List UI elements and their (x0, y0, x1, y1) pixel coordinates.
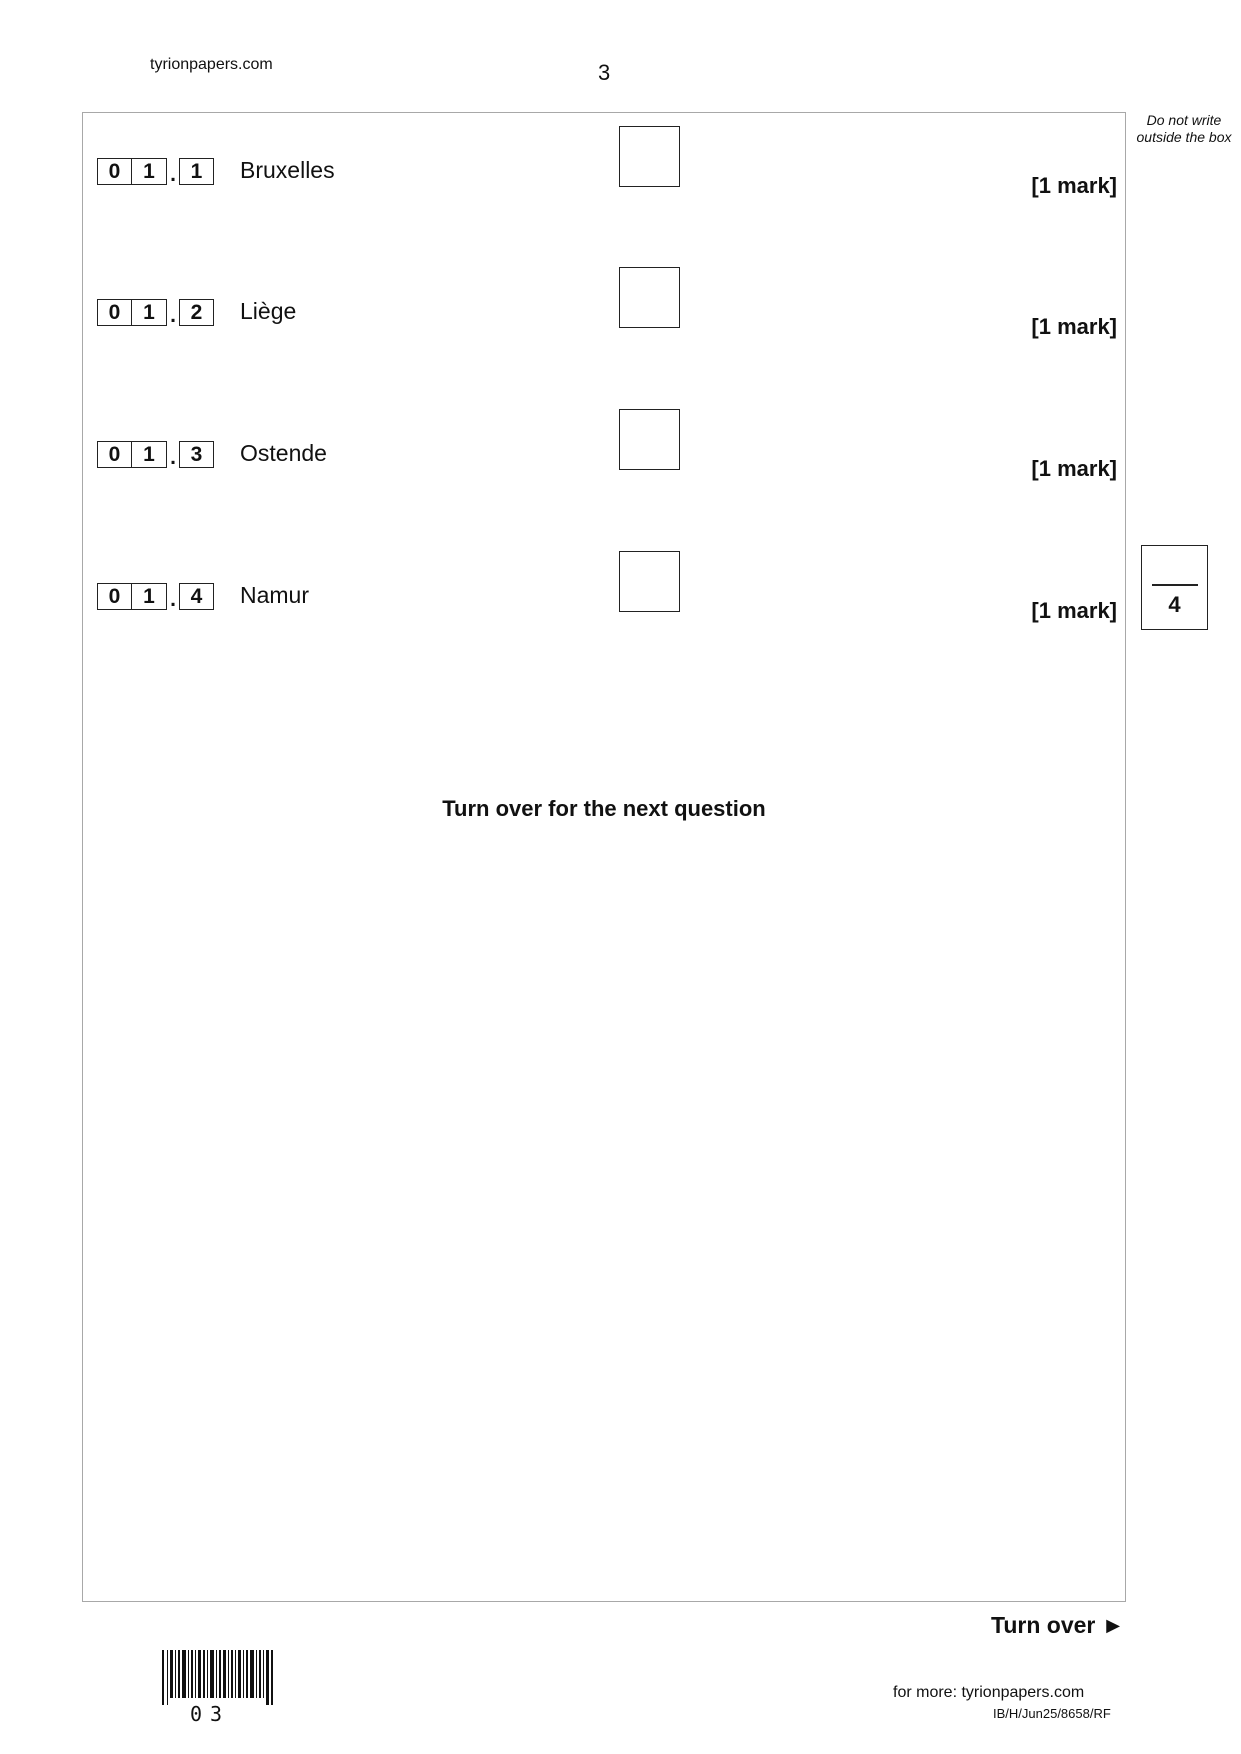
turn-over-next-question: Turn over for the next question (442, 796, 766, 821)
question-digit: 1 (132, 299, 167, 326)
paper-code: IB/H/Jun25/8658/RF (993, 1706, 1111, 1721)
question-number (97, 441, 214, 475)
question-row-01-2 (97, 298, 1117, 339)
question-digit: 0 (97, 299, 132, 326)
for-more-link[interactable]: for more: tyrionpapers.com (893, 1684, 1085, 1701)
marks-label: [1 mark] (1031, 598, 1117, 623)
answer-box[interactable] (619, 551, 680, 612)
question-digit: 3 (179, 441, 214, 468)
marks-label: [1 mark] (1031, 456, 1117, 481)
site-name: tyrionpapers.com (150, 56, 273, 73)
answer-box[interactable] (619, 267, 680, 328)
question-digit: 1 (132, 441, 167, 468)
question-number (97, 158, 214, 192)
question-label: Bruxelles (240, 157, 335, 183)
question-digit: 1 (179, 158, 214, 185)
question-digit: 0 (97, 158, 132, 185)
score-total: 4 (1168, 592, 1181, 617)
question-dot: . (170, 163, 176, 186)
question-number (97, 583, 214, 617)
page-number: 3 (598, 60, 611, 85)
question-label: Liège (240, 298, 297, 324)
question-label: Ostende (240, 440, 327, 466)
answer-box[interactable] (619, 409, 680, 470)
question-digit: 0 (97, 441, 132, 468)
question-number (97, 299, 214, 333)
question-digit: 4 (179, 583, 214, 610)
question-row-01-3 (97, 440, 1117, 481)
answer-box[interactable] (619, 126, 680, 187)
question-dot: . (170, 588, 176, 611)
question-dot: . (170, 304, 176, 327)
question-label: Namur (240, 582, 310, 608)
barcode (162, 1650, 277, 1705)
score-line (1152, 584, 1198, 586)
score-box[interactable] (1141, 545, 1208, 630)
marks-label: [1 mark] (1031, 173, 1117, 198)
question-digit: 0 (97, 583, 132, 610)
turn-over-label: Turn over ► (991, 1612, 1125, 1638)
question-row-01-1 (97, 157, 1117, 198)
question-row-01-4 (97, 582, 1117, 623)
answer-frame (82, 112, 1126, 1602)
question-digit: 1 (132, 158, 167, 185)
question-digit: 1 (132, 583, 167, 610)
margin-note: Do not write outside the box (1136, 112, 1232, 145)
barcode-number: 03 (190, 1702, 231, 1726)
question-digit: 2 (179, 299, 214, 326)
marks-label: [1 mark] (1031, 314, 1117, 339)
question-dot: . (170, 446, 176, 469)
